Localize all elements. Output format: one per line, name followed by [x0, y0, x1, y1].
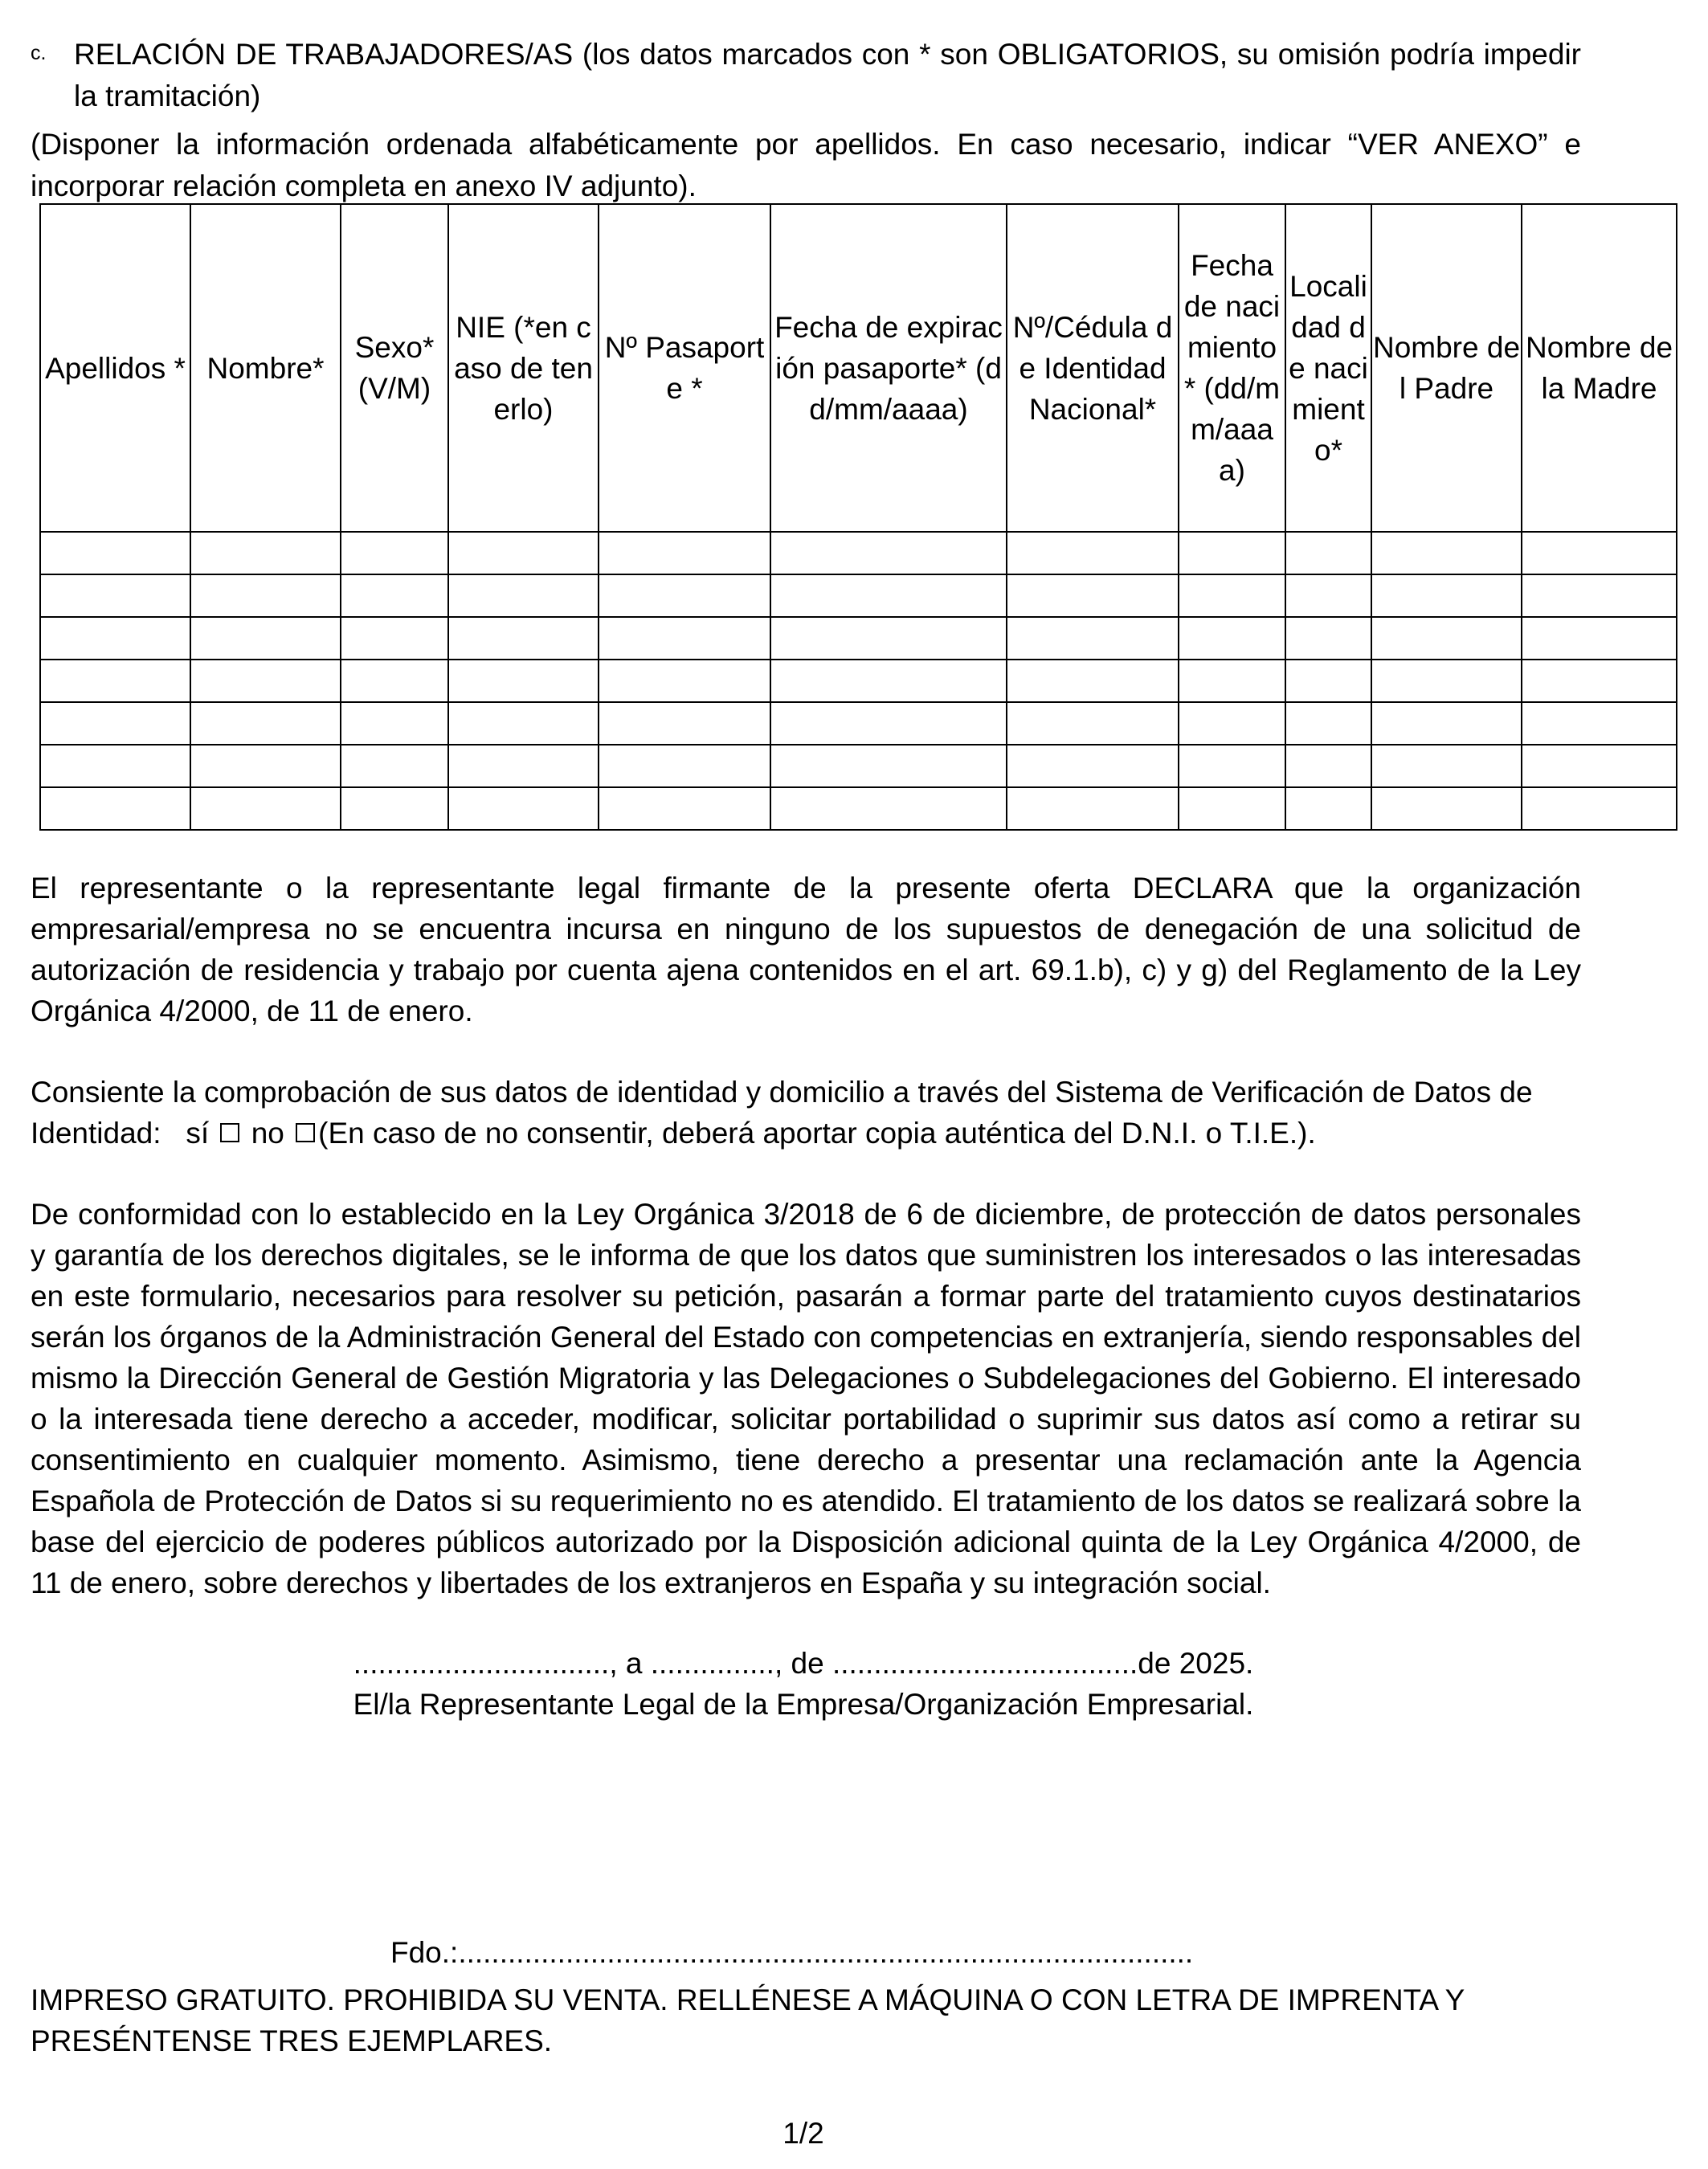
table-cell[interactable]: [770, 660, 1007, 702]
table-cell[interactable]: [448, 745, 599, 787]
table-cell[interactable]: [770, 617, 1007, 660]
table-cell[interactable]: [770, 787, 1007, 830]
table-cell[interactable]: [1179, 660, 1285, 702]
table-cell[interactable]: [190, 617, 341, 660]
table-cell[interactable]: [1179, 787, 1285, 830]
column-header: Fecha de nacimiento * (dd/mm/aaaa): [1179, 204, 1285, 532]
table-cell[interactable]: [1285, 617, 1371, 660]
table-cell[interactable]: [1007, 532, 1179, 574]
consent-no-checkbox[interactable]: [296, 1123, 315, 1142]
table-cell[interactable]: [190, 532, 341, 574]
table-cell[interactable]: [599, 574, 770, 617]
table-cell[interactable]: [599, 660, 770, 702]
table-row: [40, 574, 1677, 617]
table-cell[interactable]: [1285, 660, 1371, 702]
consent-yes-checkbox[interactable]: [220, 1123, 239, 1142]
table-cell[interactable]: [770, 532, 1007, 574]
section-heading: [31, 34, 1581, 117]
table-cell[interactable]: [448, 702, 599, 745]
consent-paragraph: [31, 1072, 1581, 1154]
table-cell[interactable]: [40, 574, 190, 617]
table-row: [40, 660, 1677, 702]
column-header: Localidad de nacimiento*: [1285, 204, 1371, 532]
table-cell[interactable]: [40, 617, 190, 660]
table-cell[interactable]: [341, 787, 448, 830]
column-header: Nº Pasaporte *: [599, 204, 770, 532]
table-cell[interactable]: [341, 660, 448, 702]
footer-note: IMPRESO GRATUITO. PROHIBIDA SU VENTA. RELLÉNESE A MÁQUINA O CON LETRA DE IMPRENTA Y PRESÉNTENSE TRES EJEMPLARES.: [31, 1983, 1465, 2057]
page-number: 1/2: [782, 2117, 824, 2150]
consent-note: (En caso de no consentir, deberá aportar copia auténtica del D.N.I. o T.I.E.).: [318, 1117, 1316, 1150]
signature-role: El/la Representante Legal de la Empresa/Organización Empresarial.: [353, 1688, 1254, 1721]
column-header: NIE (*en caso de tenerlo): [448, 204, 599, 532]
consent-yes-label: sí: [186, 1117, 210, 1150]
table-cell[interactable]: [190, 745, 341, 787]
column-header: Fecha de expiración pasaporte* (dd/mm/aaaa): [770, 204, 1007, 532]
table-cell[interactable]: [1522, 574, 1677, 617]
table-cell[interactable]: [341, 617, 448, 660]
table-cell[interactable]: [1371, 787, 1522, 830]
table-cell[interactable]: [1285, 787, 1371, 830]
table-cell[interactable]: [599, 787, 770, 830]
table-cell[interactable]: [1522, 532, 1677, 574]
table-cell[interactable]: [1522, 660, 1677, 702]
table-cell[interactable]: [770, 702, 1007, 745]
table-cell[interactable]: [448, 660, 599, 702]
table-cell[interactable]: [341, 702, 448, 745]
table-cell[interactable]: [1522, 787, 1677, 830]
table-instructions: (Disponer la información ordenada alfabéticamente por apellidos. En caso necesario, indicar “VER ANEXO” e incorporar relación completa en anexo IV adjunto).: [31, 128, 1581, 202]
consent-text: Consiente la comprobación de sus datos de identidad y domicilio a través del Sistema de Verificación de Datos de Identidad:: [31, 1076, 1533, 1150]
table-cell[interactable]: [1179, 745, 1285, 787]
table-cell[interactable]: [1285, 702, 1371, 745]
table-cell[interactable]: [1179, 532, 1285, 574]
signature-place-date[interactable]: ..............................., a ..............., de .....................................de 2025.: [353, 1647, 1254, 1680]
privacy-notice: De conformidad con lo establecido en la Ley Orgánica 3/2018 de 6 de diciembre, de protección de datos personales y garantía de los derechos digitales, se le informa de que los datos que suministren los interesados o las interesadas en este formulario, necesarios para resolver su petición, pasarán a formar parte del tratamiento cuyos destinatarios serán los órganos de la Administración General del Estado con competencias en extranjería, siendo responsables del mismo la Dirección General de Gestión Migratoria y las Delegaciones o Subdelegaciones del Gobierno. El interesado o la interesada tiene derecho a acceder, modificar, solicitar portabilidad o suprimir sus datos así como a retirar su consentimiento en cualquier momento. Asimismo, tiene derecho a presentar una reclamación ante la Agencia Española de Protección de Datos si su requerimiento no es atendido. El tratamiento de los datos se realizará sobre la base del ejercicio de poderes públicos autorizado por la Disposición adicional quinta de la Ley Orgánica 4/2000, de 11 de enero, sobre derechos y libertades de los extranjeros en España y su integración social.: [31, 1198, 1581, 1599]
table-cell[interactable]: [1007, 574, 1179, 617]
table-cell[interactable]: [1007, 745, 1179, 787]
table-cell[interactable]: [1371, 532, 1522, 574]
table-cell[interactable]: [1371, 660, 1522, 702]
table-cell[interactable]: [770, 574, 1007, 617]
table-cell[interactable]: [770, 745, 1007, 787]
table-cell[interactable]: [1179, 574, 1285, 617]
table-cell[interactable]: [599, 702, 770, 745]
column-header: Sexo* (V/M): [341, 204, 448, 532]
table-cell[interactable]: [448, 532, 599, 574]
table-cell[interactable]: [341, 574, 448, 617]
table-cell[interactable]: [40, 787, 190, 830]
table-row: [40, 617, 1677, 660]
table-row: [40, 745, 1677, 787]
table-cell[interactable]: [190, 702, 341, 745]
table-cell[interactable]: [599, 617, 770, 660]
table-cell[interactable]: [1007, 787, 1179, 830]
table-cell[interactable]: [599, 745, 770, 787]
table-cell[interactable]: [341, 745, 448, 787]
table-cell[interactable]: [1522, 617, 1677, 660]
table-cell[interactable]: [448, 574, 599, 617]
table-cell[interactable]: [1179, 617, 1285, 660]
column-header: Nombre*: [190, 204, 341, 532]
table-row: [40, 532, 1677, 574]
column-header: Apellidos *: [40, 204, 190, 532]
table-header-row: [40, 204, 1677, 532]
table-cell[interactable]: [341, 532, 448, 574]
table-cell[interactable]: [1522, 702, 1677, 745]
table-cell[interactable]: [1371, 617, 1522, 660]
table-cell[interactable]: [40, 532, 190, 574]
table-cell[interactable]: [1007, 702, 1179, 745]
section-title: RELACIÓN DE TRABAJADORES/AS (los datos marcados con * son OBLIGATORIOS, su omisión podría impedir la tramitación): [74, 38, 1581, 112]
workers-table: [39, 203, 1677, 831]
table-cell[interactable]: [1285, 574, 1371, 617]
column-header: Nombre de la Madre: [1522, 204, 1677, 532]
table-cell[interactable]: [1285, 745, 1371, 787]
table-cell[interactable]: [599, 532, 770, 574]
table-row: [40, 787, 1677, 830]
table-row: [40, 702, 1677, 745]
table-cell[interactable]: [448, 617, 599, 660]
column-header: Nombre del Padre: [1371, 204, 1522, 532]
table-cell[interactable]: [190, 574, 341, 617]
consent-no-label: no: [251, 1117, 284, 1150]
table-cell[interactable]: [1007, 660, 1179, 702]
table-cell[interactable]: [190, 660, 341, 702]
table-cell[interactable]: [1522, 745, 1677, 787]
declaration-text: El representante o la representante legal firmante de la presente oferta DECLARA que la organización empresarial/empresa no se encuentra incursa en ninguno de los supuestos de denegación de una solicitud de autorización de residencia y trabajo por cuenta ajena contenidos en el art. 69.1.b), c) y g) del Reglamento de la Ley Orgánica 4/2000, de 11 de enero.: [31, 872, 1581, 1027]
table-cell[interactable]: [1007, 617, 1179, 660]
section-letter: c.: [31, 42, 47, 64]
table-cell[interactable]: [1179, 702, 1285, 745]
table-cell[interactable]: [1371, 702, 1522, 745]
table-cell[interactable]: [1371, 574, 1522, 617]
table-cell[interactable]: [1371, 745, 1522, 787]
table-cell[interactable]: [40, 745, 190, 787]
signature-line[interactable]: Fdo.:.........................................................................................: [390, 1936, 1194, 1969]
table-cell[interactable]: [448, 787, 599, 830]
table-cell[interactable]: [40, 702, 190, 745]
table-cell[interactable]: [1285, 532, 1371, 574]
table-cell[interactable]: [190, 787, 341, 830]
table-cell[interactable]: [40, 660, 190, 702]
column-header: Nº/Cédula de Identidad Nacional*: [1007, 204, 1179, 532]
